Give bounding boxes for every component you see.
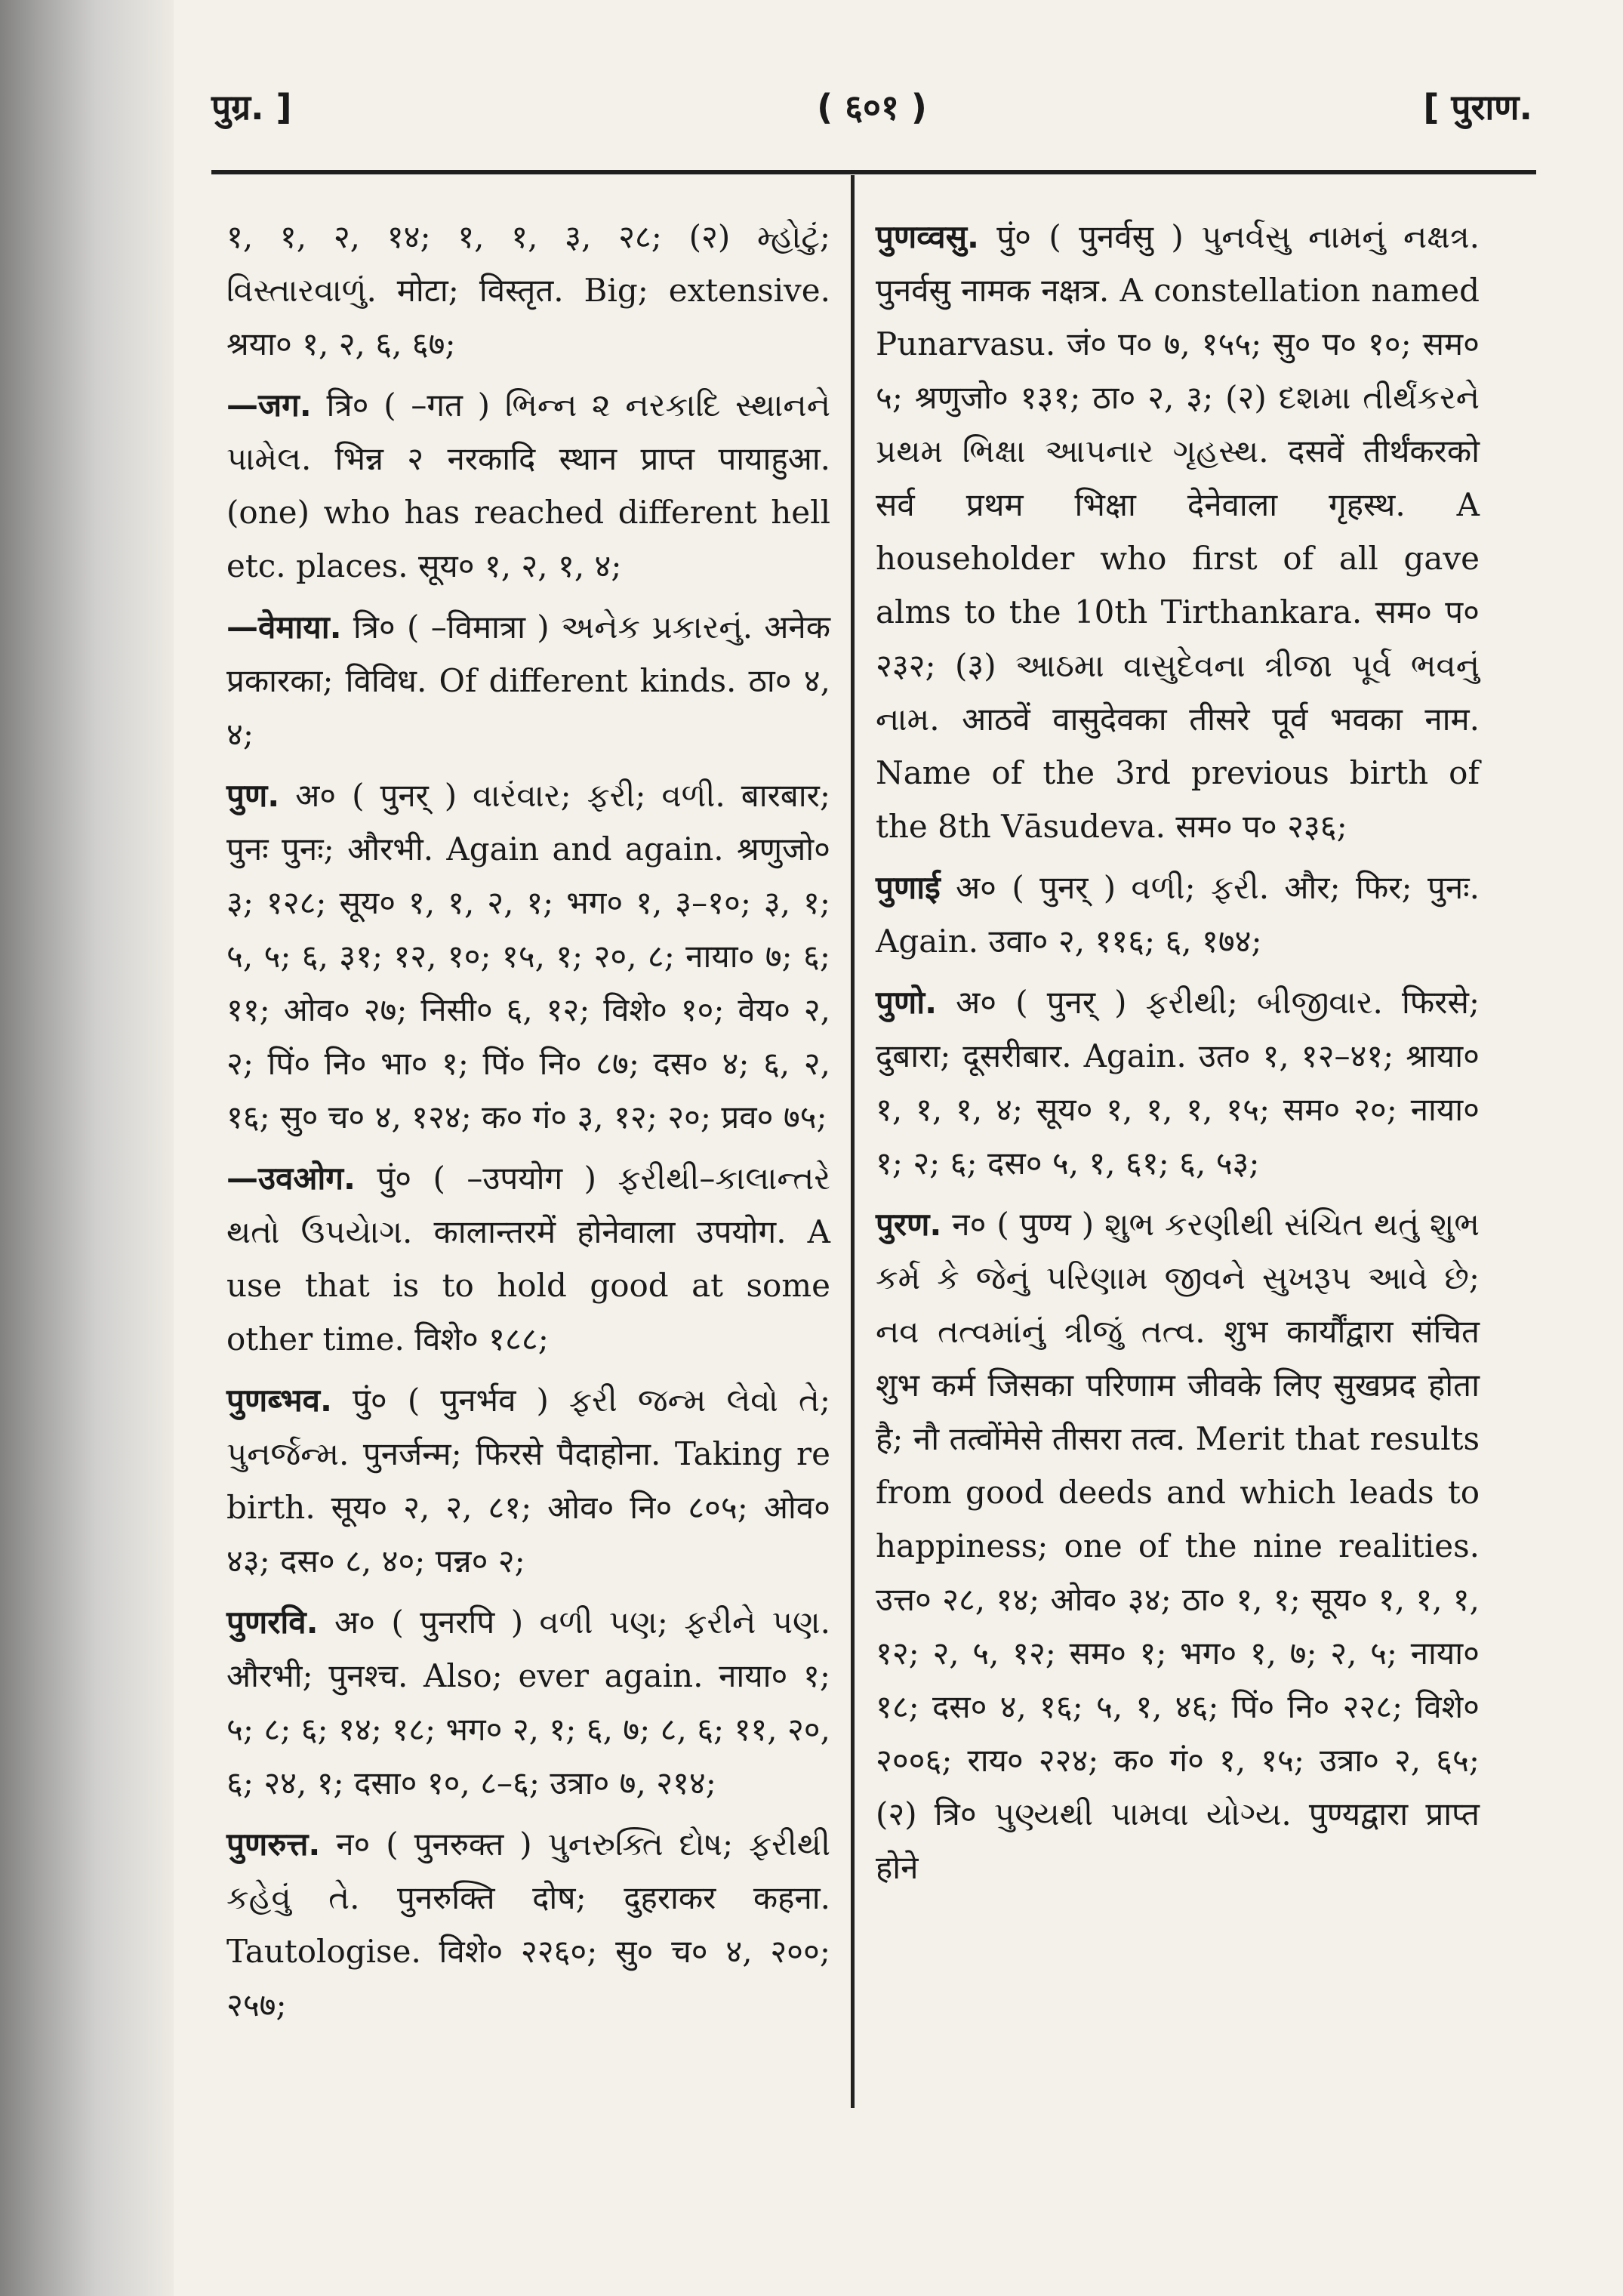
column-divider xyxy=(851,175,855,2108)
entry-text: न० ( पुण्य ) શુભ કરણીથી સંચિત થતું શુભ કર્મ કે જેનું પરિણામ જીવને સુખરૂપ આવે છે; નવ તત્વમાંનું ત્રીજું તત્વ. शुभ कार्यौंद्वारा संचित शुभ कर्म जिसका परिणाम जीवके लिए सुखप्रद होता है; नौ तत्वोंमेसे तीसरा तत्व. Merit that results from good deeds and which leads to happiness; one of the nine realities. उत्त० २८, १४; ओव० ३४; ठा० १, १; सूय० १, १, १, १२; २, ५, १२; सम० १; भग० १, ७; २, ५; नाया० १८; दस० ४, १६; ५, १, ४६; पिं० नि० २२८; विशे० २००६; राय० २२४; क० गं० १, १५; उत्रा० २, ६५; (२) त्रि० પુણ્યથી પામવા યોગ્ય. पुण्यद्वारा प्राप्त होने xyxy=(876,1206,1480,1886)
header-right-guideword: [ पुराण. xyxy=(1423,87,1532,128)
entry-text: पुं० ( –उपयोग ) ફરીથી–કાલાન્તરે થતો ઉપયેાગ. कालान्तरमें होनेवाला उपयोग. A use that is to hold good at some other time. विशे० १८८; xyxy=(226,1160,830,1358)
entry-headword: —उवओग. xyxy=(226,1160,356,1197)
dictionary-entry xyxy=(226,600,830,761)
page-header xyxy=(211,76,1532,136)
dictionary-entry xyxy=(876,1197,1480,1894)
dictionary-entry xyxy=(226,1151,830,1366)
entry-headword: पुरण. xyxy=(876,1206,942,1243)
dictionary-entry xyxy=(226,1817,830,2032)
entry-text: १, १, २, १४; १, १, ३, २८; (२) મ્હોટું; વિસ્તારવાળું. मोटा; विस्तृत. Big; extensive. श्रया० १, २, ६, ६७; xyxy=(226,218,830,362)
entry-headword: पुणरवि. xyxy=(226,1604,319,1641)
entry-headword: पुणव्वसु. xyxy=(876,218,979,255)
dictionary-entry xyxy=(876,975,1480,1190)
entry-headword: पुणब्भव. xyxy=(226,1382,332,1419)
dictionary-entry xyxy=(876,210,1480,853)
entry-text: पुं० ( पुनर्भव ) ફરી જન્મ લેવો તે; પુનર્જન્મ. पुनर्जन्म; फिरसे पैदाहोना. Taking re birth. सूय० २, २, ८१; ओव० नि० ८०५; ओव० ४३; दस० ८, ४०; पन्न० २; xyxy=(226,1382,830,1579)
dictionary-entry xyxy=(226,769,830,1144)
entry-headword: पुणो. xyxy=(876,984,938,1021)
dictionary-entry xyxy=(226,378,830,593)
header-rule xyxy=(211,170,1536,174)
dictionary-entry xyxy=(226,1595,830,1810)
entry-headword: —वेमाया. xyxy=(226,609,342,646)
entry-text: पुं० ( पुनर्वसु ) પુનર્વસુ નામનું નક્ષત્ર. पुनर्वसु नामक नक्षत्र. A constellation named Punarvasu. जं० प० ७, १५५; सु० प० १०; सम० ५; श्रणुजो० १३१; ठा० २, ३; (२) દશમા તીર્થંકરને પ્રથમ ભિક્ષા આપનાર ગૃહસ્થ. दसवें तीर्थंकरको सर्व प्रथम भिक्षा देनेवाला गृहस्थ. A householder who first of all gave alms to the 10th Tirthankara. सम० प० २३२; (३) આઠમા વાસુદેવના ત્રીજા પૂર્વ ભવનું નામ. आठवें वासुदेवका तीसरे पूर्व भवका नाम. Name of the 3rd previous birth of the 8th Vāsudeva. सम० प० २३६; xyxy=(876,218,1480,845)
entry-headword: पुणरुत्त. xyxy=(226,1826,321,1863)
left-column xyxy=(226,210,830,2039)
dictionary-entry xyxy=(226,1373,830,1588)
entry-text: अ० ( पुनरपि ) વળી પણ; ફરીને પણ. औरभी; पुनश्च. Also; ever again. नाया० १; ५; ८; ६; १४; १८; भग० २, १; ६, ७; ८, ६; ११, २०, ६; २४, १; दसा० १०, ८–६; उत्रा० ७, २१४; xyxy=(226,1604,830,1801)
dictionary-entry xyxy=(226,210,830,371)
entry-headword: —जग. xyxy=(226,387,312,424)
entry-text: त्रि० ( –विमात्रा ) અનેક પ્રકારનું. अनेक प्रकारका; विविध. Of different kinds. ठा० ४, ४; xyxy=(226,609,830,753)
entry-text: अ० ( पुनर् ) વળી; ફરી. और; फिर; पुनः. Again. उवा० २, ११६; ६, १७४; xyxy=(876,869,1480,960)
entry-text: अ० ( पुनर् ) ફરીથી; બીજીવાર. फिरसे; दुबारा; दूसरीबार. Again. उत० १, १२–४१; श्राया० १, १, १, ४; सूय० १, १, १, १५; सम० २०; नाया० १; २; ६; दस० ५, १, ६१; ६, ५३; xyxy=(876,984,1480,1182)
entry-headword: पुणाई xyxy=(876,869,941,906)
page-number: ( ६०१ ) xyxy=(817,87,927,128)
right-column xyxy=(876,210,1480,1902)
header-left-guideword: पुग्र. ] xyxy=(211,87,292,128)
entry-text: अ० ( पुनर् ) વારંવાર; ફરી; વળી. बारबार; पुनः पुनः; औरभी. Again and again. श्रणुजो० ३; १२८; सूय० १, १, २, १; भग० १, ३–१०; ३, १; ५, ५; ६, ३१; १२, १०; १५, १; २०, ८; नाया० ७; ६; ११; ओव० २७; निसी० ६, १२; विशे० १०; वेय० २, २; पिं० नि० भा० १; पिं० नि० ८७; दस० ४; ६, २, १६; सु० च० ४, १२४; क० गं० ३, १२; २०; प्रव० ७५; xyxy=(226,777,830,1136)
entry-text: त्रि० ( –गत ) ભિન્ન ૨ નરકાદિ સ્થાનને પામેલ. भिन्न २ नरकादि स्थान प्राप्त पायाहुआ. (one) who has reached different hell etc. places. सूय० १, २, १, ४; xyxy=(226,387,830,584)
dictionary-entry xyxy=(876,861,1480,968)
entry-text: न० ( पुनरुक्त ) પુનરુક્તિ દોષ; ફરીથી કહેવું તે. पुनरुक्ति दोष; दुहराकर कहना. Tautologise. विशे० २२६०; सु० च० ४, २००; २५७; xyxy=(226,1826,830,2023)
book-binding-shadow xyxy=(0,0,174,2296)
entry-headword: पुण. xyxy=(226,777,280,814)
